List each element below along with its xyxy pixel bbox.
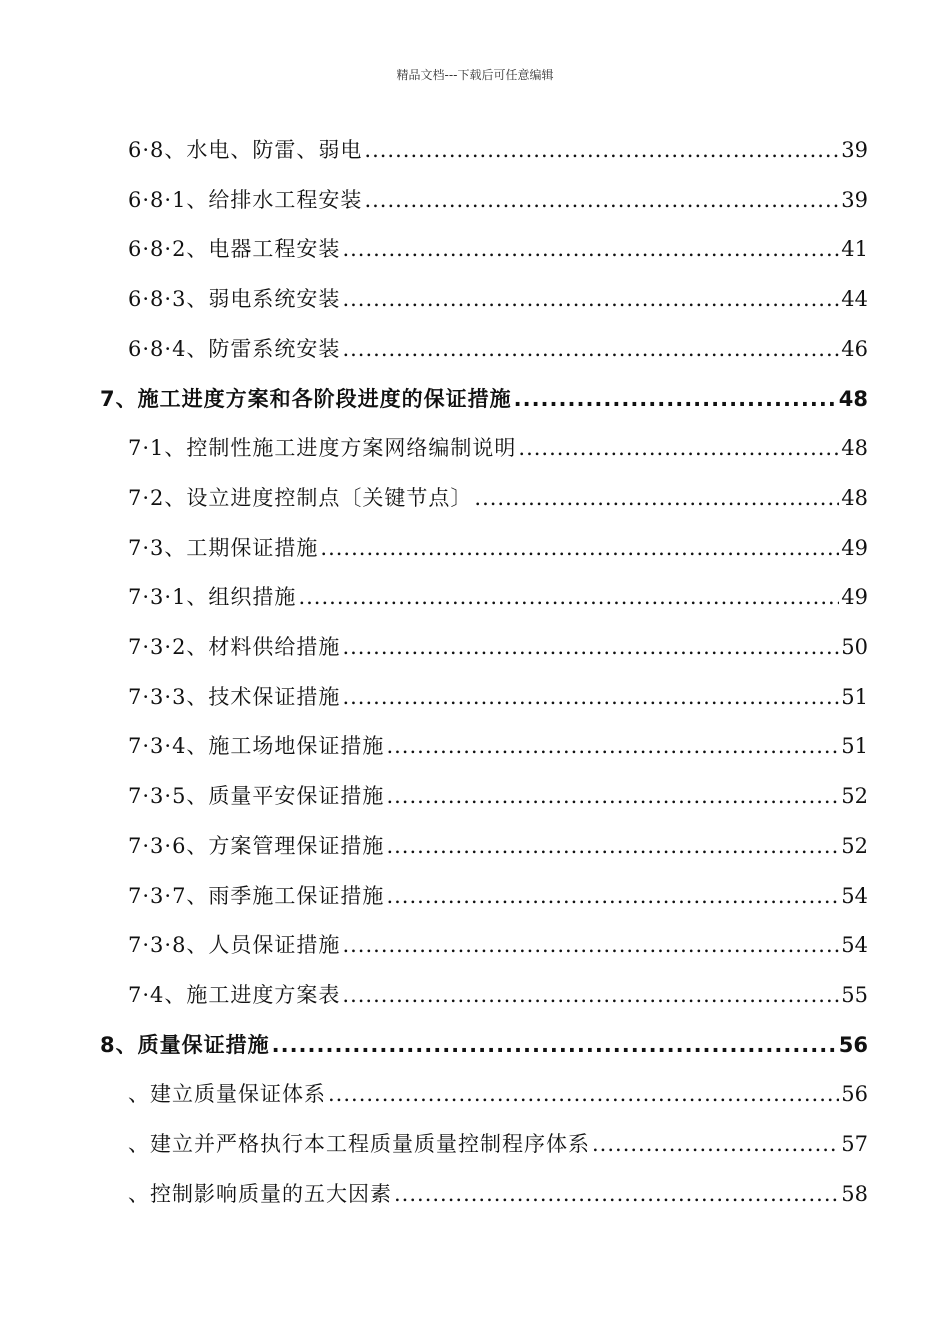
toc-entry-page: 55 xyxy=(841,982,868,1007)
toc-entry[interactable] xyxy=(128,776,868,816)
toc-entry-page: 46 xyxy=(841,336,868,361)
toc-entry-title: 7·3·7、雨季施工保证措施 xyxy=(128,883,385,908)
toc-leader-dots xyxy=(514,379,837,419)
toc-entry-page: 54 xyxy=(841,933,868,958)
toc-entry[interactable] xyxy=(128,130,868,170)
toc-entry-title: 7·3·8、人员保证措施 xyxy=(128,933,341,958)
toc-leader-dots xyxy=(386,726,839,766)
toc-entry-page: 48 xyxy=(841,485,868,510)
toc-leader-dots xyxy=(394,1174,839,1214)
toc-leader-dots xyxy=(328,1074,839,1114)
toc-entry-title: 7·3·3、技术保证措施 xyxy=(128,684,341,709)
toc-entry-title: 、建立并严格执行本工程质量质量控制程序体系 xyxy=(128,1132,590,1156)
toc-leader-dots xyxy=(342,677,839,717)
toc-leader-dots xyxy=(592,1124,839,1164)
toc-entry-page: 44 xyxy=(841,287,868,312)
toc-entry-page: 51 xyxy=(841,734,868,759)
toc-leader-dots xyxy=(342,975,839,1015)
toc-entry[interactable] xyxy=(128,826,868,866)
toc-entry-title: 7·1、控制性施工进度方案网络编制说明 xyxy=(128,436,517,461)
toc-leader-dots xyxy=(518,428,839,468)
toc-entry-page: 49 xyxy=(841,535,868,560)
toc-entry-title: 6·8·2、电器工程安装 xyxy=(128,237,341,262)
toc-entry-page: 56 xyxy=(838,1032,868,1057)
toc-leader-dots xyxy=(342,229,839,269)
toc-entry[interactable] xyxy=(128,1124,868,1164)
toc-entry[interactable] xyxy=(128,925,868,965)
toc-entry[interactable] xyxy=(128,726,868,766)
toc-leader-dots xyxy=(342,925,839,965)
toc-entry-title: 8、质量保证措施 xyxy=(100,1032,270,1057)
toc-entry-title: 6·8、水电、防雷、弱电 xyxy=(128,138,363,162)
toc-entry-page: 52 xyxy=(841,784,868,809)
toc-entry[interactable] xyxy=(128,975,868,1015)
toc-leader-dots xyxy=(386,776,839,816)
toc-entry[interactable] xyxy=(128,478,868,518)
toc-leader-dots xyxy=(298,577,839,617)
toc-entry[interactable] xyxy=(128,677,868,717)
toc-leader-dots xyxy=(342,627,839,667)
toc-entry[interactable] xyxy=(128,428,868,468)
toc-entry-title: 7·4、施工进度方案表 xyxy=(128,982,341,1007)
toc-entry[interactable] xyxy=(128,229,868,269)
toc-entry-page: 52 xyxy=(841,833,868,858)
toc-entry-title: 、建立质量保证体系 xyxy=(128,1082,326,1107)
toc-entry[interactable] xyxy=(128,627,868,667)
toc-entry-page: 48 xyxy=(841,436,868,461)
toc-entry-page: 58 xyxy=(841,1181,868,1206)
toc-leader-dots xyxy=(474,478,839,518)
toc-entry-title: 6·8·4、防雷系统安装 xyxy=(128,336,341,361)
toc-entry-title: 、控制影响质量的五大因素 xyxy=(128,1181,392,1206)
toc-entry-title: 7·3·5、质量平安保证措施 xyxy=(128,784,385,809)
toc-leader-dots xyxy=(386,826,839,866)
toc-entry-title: 7·3、工期保证措施 xyxy=(128,535,319,560)
toc-leader-dots xyxy=(364,130,839,170)
toc-entry[interactable] xyxy=(128,528,868,568)
toc-entry[interactable] xyxy=(128,1174,868,1214)
toc-entry[interactable] xyxy=(128,329,868,369)
toc-entry-page: 56 xyxy=(841,1082,868,1107)
toc-entry-page: 51 xyxy=(841,684,868,709)
toc-entry-title: 7·2、设立进度控制点〔关键节点〕 xyxy=(128,485,473,510)
toc-entry-page: 49 xyxy=(841,585,868,610)
toc-entry-title: 6·8·1、给排水工程安装 xyxy=(128,187,363,212)
toc-entry-title: 7、施工进度方案和各阶段进度的保证措施 xyxy=(100,386,512,411)
toc-entry-page: 57 xyxy=(841,1132,868,1156)
toc-entry[interactable] xyxy=(100,379,868,419)
toc-entry-page: 41 xyxy=(841,237,868,262)
toc-leader-dots xyxy=(364,180,839,220)
toc-entry-page: 54 xyxy=(841,883,868,908)
toc-entry[interactable] xyxy=(128,180,868,220)
toc-leader-dots xyxy=(342,329,839,369)
toc-entry-title: 7·3·6、方案管理保证措施 xyxy=(128,833,385,858)
toc-entry[interactable] xyxy=(128,876,868,916)
toc-entry[interactable] xyxy=(128,1074,868,1114)
toc-leader-dots xyxy=(342,279,839,319)
toc-leader-dots xyxy=(386,876,839,916)
toc-entry-page: 48 xyxy=(838,386,868,411)
page-header: 精品文档---下载后可任意编辑 xyxy=(396,68,554,82)
toc-entry[interactable] xyxy=(100,1025,868,1065)
toc-entry[interactable] xyxy=(128,279,868,319)
toc-entry-title: 7·3·1、组织措施 xyxy=(128,585,297,610)
toc-entry-title: 7·3·2、材料供给措施 xyxy=(128,635,341,659)
toc-leader-dots xyxy=(320,528,839,568)
toc-leader-dots xyxy=(272,1025,837,1065)
toc-entry-title: 7·3·4、施工场地保证措施 xyxy=(128,734,385,759)
toc-entry[interactable] xyxy=(128,577,868,617)
toc-entry-page: 50 xyxy=(841,635,868,659)
toc-entry-title: 6·8·3、弱电系统安装 xyxy=(128,287,341,312)
toc-entry-page: 39 xyxy=(841,138,868,162)
toc-entry-page: 39 xyxy=(841,187,868,212)
